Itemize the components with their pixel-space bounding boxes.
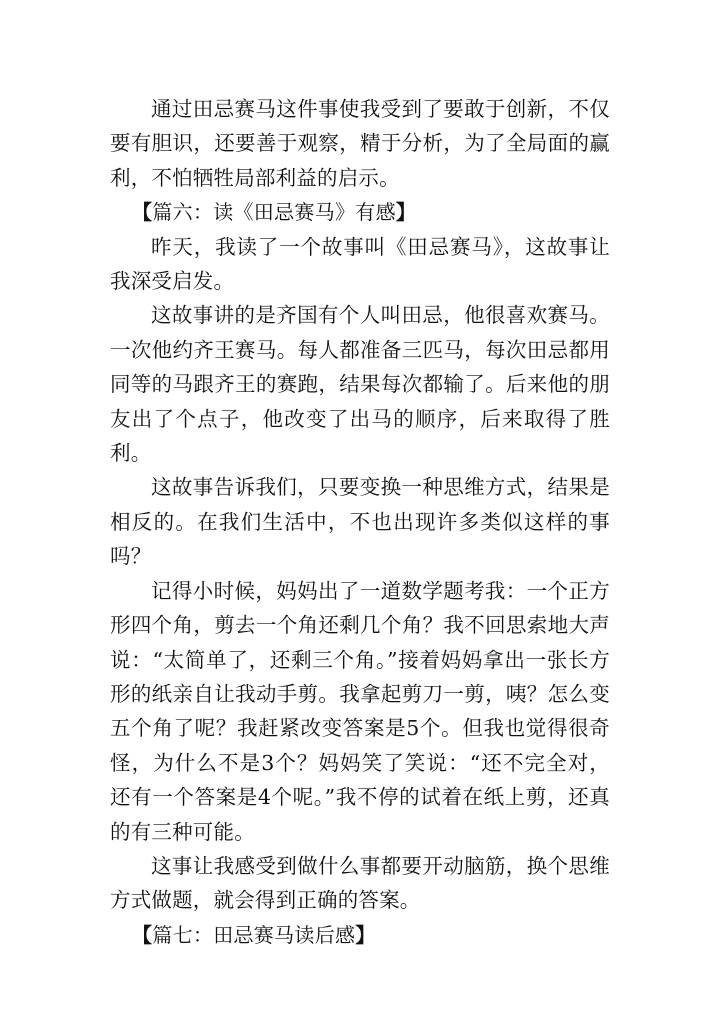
paragraph-intro: 昨天，我读了一个故事叫《田忌赛马》，这故事让我深受启发。 <box>110 234 610 294</box>
paragraph-story: 这故事讲的是齐国有个人叫田忌，他很喜欢赛马。一次他约齐王赛马。每人都准备三匹马，每次田忌都用同等的马跟齐王的赛跑，结果每次都输了。后来他的朋友出了个点子，他改变了出马的顺序，后来取得了胜利。 <box>110 303 610 466</box>
heading-open-bracket: 【 <box>132 200 153 225</box>
document-body <box>110 92 610 952</box>
paragraph-conclusion: 通过田忌赛马这件事使我受到了要敢于创新，不仅要有胆识，还要善于观察，精于分析，为了全局面的赢利，不怕牺牲局部利益的启示。 <box>110 97 610 190</box>
heading-open-bracket: 【 <box>132 922 153 947</box>
paragraph-memory: 记得小时候，妈妈出了一道数学题考我：一个正方形四个角，剪去一个角还剩几个角？我不回思索地大声说：“太简单了，还剩三个角。”接着妈妈拿出一张长方形的纸亲自让我动手剪。我拿起剪刀一剪，咦？怎么变五个角了呢？我赶紧改变答案是5个。但我也觉得很奇怪，为什么不是3个？妈妈笑了笑说：“还不完全对，还有一个答案是4个呢。”我不停的试着在纸上剪，还真的有三种可能。 <box>110 578 610 844</box>
heading-title: 篇七：田忌赛马读后感 <box>152 922 356 947</box>
paragraph-reflection: 这事让我感受到做什么事都要开动脑筋，换个思维方式做题，就会得到正确的答案。 <box>110 853 610 913</box>
paragraph-lesson: 这故事告诉我们，只要变换一种思维方式，结果是相反的。在我们生活中，不也出现许多类似这样的事吗？ <box>110 475 610 569</box>
section-heading-7 <box>110 918 610 952</box>
heading-close-bracket: 】 <box>395 200 417 225</box>
section-heading-6 <box>110 195 610 229</box>
heading-title: 篇六：读《田忌赛马》有感 <box>152 200 396 225</box>
heading-close-bracket: 】 <box>355 922 376 947</box>
